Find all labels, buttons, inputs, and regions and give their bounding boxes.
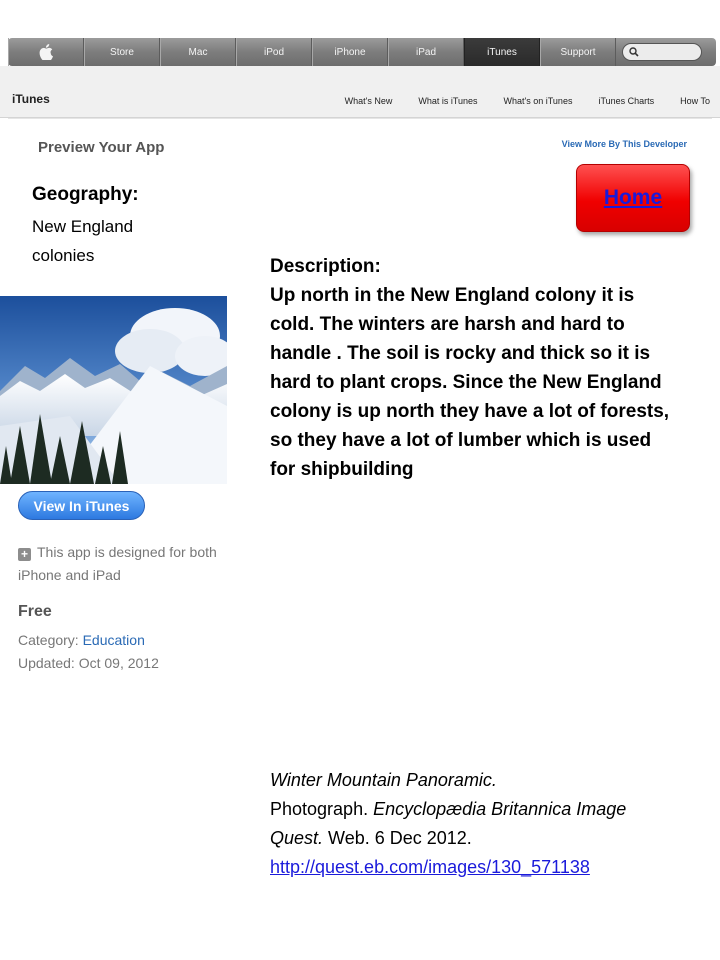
global-nav-bar (8, 38, 716, 66)
view-in-itunes-button[interactable]: View In iTunes (18, 491, 145, 520)
preview-header (8, 118, 712, 160)
category-row (18, 632, 145, 648)
itunes-links (345, 96, 710, 106)
link-whats-on-itunes[interactable]: What's on iTunes (503, 96, 573, 106)
home-button[interactable] (576, 164, 690, 232)
search-input[interactable] (622, 43, 702, 61)
apple-icon (39, 44, 53, 60)
view-more-link[interactable]: View More By This Developer (561, 139, 687, 149)
geography-value: New England colonies (32, 217, 134, 265)
nav-itunes[interactable]: iTunes (464, 38, 540, 66)
link-itunes-charts[interactable]: iTunes Charts (598, 96, 655, 106)
price-label: Free (18, 603, 52, 620)
link-how-to[interactable]: How To (680, 96, 710, 106)
description-heading: Description: (270, 256, 381, 277)
device-compat-note (18, 541, 258, 587)
citation-title: Winter Mountain Panoramic. (270, 770, 497, 790)
link-what-is-itunes[interactable]: What is iTunes (418, 96, 478, 106)
citation-url-link[interactable]: http://quest.eb.com/images/130_571138 (270, 857, 590, 877)
geography-heading: Geography: (32, 184, 139, 205)
itunes-subnav (0, 66, 720, 118)
nav-search (616, 38, 716, 66)
nav-ipod[interactable]: iPod (236, 38, 312, 66)
description-body: Up north in the New England colony it is cold. The winters are harsh and hard to handle . The soil is rocky and thick so it is hard to plant crops. Since the New England colony is up north they have a lot of forests, so they have a lot of lumber which is used for shipbuilding (270, 285, 670, 480)
citation-medium: Photograph. (270, 799, 369, 819)
updated-date: Updated: Oct 09, 2012 (18, 655, 159, 671)
category-label: Category: (18, 632, 79, 648)
nav-support[interactable]: Support (540, 38, 616, 66)
nav-iphone[interactable]: iPhone (312, 38, 388, 66)
description-block (270, 252, 670, 484)
designed-for-text: This app is designed for both iPhone and iPad (18, 544, 217, 583)
citation-source: Encyclopædia Britannica Image Quest. (270, 799, 627, 848)
nav-store[interactable]: Store (84, 38, 160, 66)
mountain-image-icon (0, 296, 227, 484)
plus-icon: + (18, 548, 31, 561)
image-citation (270, 766, 680, 882)
nav-ipad[interactable]: iPad (388, 38, 464, 66)
search-icon (629, 47, 639, 57)
nav-mac[interactable]: Mac (160, 38, 236, 66)
apple-logo-icon[interactable] (8, 38, 84, 66)
itunes-title: iTunes (12, 92, 50, 106)
category-link[interactable]: Education (82, 632, 145, 648)
preview-title: Preview Your App (38, 139, 165, 156)
citation-accessed: Web. 6 Dec 2012. (328, 828, 472, 848)
link-whats-new[interactable]: What's New (344, 96, 393, 106)
winter-mountain-photo (0, 296, 227, 484)
home-button-label[interactable]: Home (603, 186, 663, 209)
